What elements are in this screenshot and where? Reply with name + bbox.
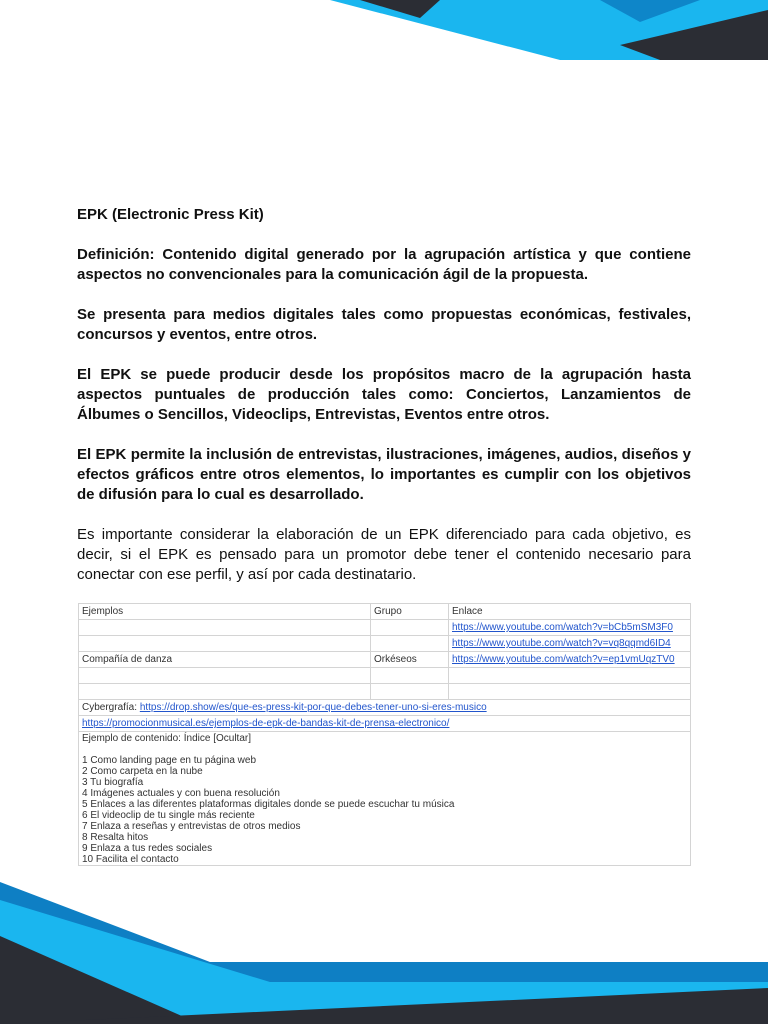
top-mid-blue-shape (600, 0, 700, 22)
content-example-cell (79, 732, 691, 866)
bottom-blue-shape (0, 882, 768, 1024)
important-paragraph: Es importante considerar la elaboración de un EPK diferenciado para cada objetivo, es decir, si el EPK es pensado para un promotor debe tener el contenido necesario para conectar con ese perfil, y así por cada destinatario. (77, 526, 691, 583)
cell-enlace (449, 620, 691, 636)
header-grupo: Grupo (371, 604, 449, 620)
empty-cell (449, 668, 691, 684)
cell-grupo: Orkéseos (371, 652, 449, 668)
list-item: 2 Como carpeta en la nube (82, 766, 203, 777)
bottom-right-dark-shape (0, 988, 768, 1024)
promocionmusical-link[interactable]: https://promocionmusical.es/ejemplos-de-epk-de-bandas-kit-de-prensa-electronico/ (82, 718, 450, 729)
empty-cell (371, 684, 449, 700)
table-row (79, 620, 691, 636)
list-item: 6 El videoclip de tu single más reciente (82, 810, 255, 821)
link-row (79, 716, 691, 732)
youtube-link[interactable]: https://www.youtube.com/watch?v=vq8qqmd6ID4 (452, 638, 671, 649)
cybergrafia-label: Cybergrafía: (82, 702, 138, 713)
empty-row (79, 684, 691, 700)
top-right-dark-shape (620, 10, 768, 60)
doc-heading: EPK (Electronic Press Kit) (77, 206, 264, 223)
list-item: 1 Como landing page en tu página web (82, 755, 257, 766)
definition-paragraph: Definición: Contenido digital generado por la agrupación artística y que contiene aspectos no convencionales para la comunicación ágil de la propuesta. (77, 246, 691, 283)
document-body (77, 205, 691, 585)
drop-show-link[interactable]: https://drop.show/es/que-es-press-kit-por-que-debes-tener-uno-si-eres-musico (139, 702, 487, 713)
link-cell (79, 716, 691, 732)
list-item: 5 Enlaces a las diferentes plataformas digitales donde se puede escuchar tu música (82, 799, 455, 810)
list-item: 7 Enlaza a reseñas y entrevistas de otros medios (82, 821, 301, 832)
cybergrafia-cell (79, 700, 691, 716)
bottom-left-dark-shape (0, 936, 200, 1024)
cell-ejemplo (79, 620, 371, 636)
list-item: 9 Enlaza a tus redes sociales (82, 843, 213, 854)
youtube-link[interactable]: https://www.youtube.com/watch?v=bCb5mSM3F0 (452, 622, 673, 633)
cell-ejemplo (79, 636, 371, 652)
content-title: Ejemplo de contenido: Índice [Ocultar] (82, 733, 251, 744)
list-item: 4 Imágenes actuales y con buena resolución (82, 788, 280, 799)
top-dark-shape (360, 0, 440, 18)
cell-grupo (371, 620, 449, 636)
cell-enlace (449, 652, 691, 668)
empty-cell (449, 684, 691, 700)
cell-enlace (449, 636, 691, 652)
content-example-row (79, 732, 691, 866)
list-item: 3 Tu biografía (82, 777, 144, 788)
media-paragraph: Se presenta para medios digitales tales como propuestas económicas, festivales, concursos y eventos, entre otros. (77, 306, 691, 343)
header-enlace: Enlace (449, 604, 691, 620)
inclusion-paragraph: El EPK permite la inclusión de entrevistas, ilustraciones, imágenes, audios, diseños y efectos gráficos entre otros elementos, lo importantes es cumplir con los objetivos de difusión para lo cual es desarrollado. (77, 446, 691, 503)
table-header-row (79, 604, 691, 620)
cell-grupo (371, 636, 449, 652)
top-corner-decoration (0, 0, 768, 60)
list-item: 10 Facilita el contacto (82, 854, 179, 865)
bottom-corner-decoration (0, 870, 768, 1024)
blank-line (82, 744, 687, 755)
cybergrafia-row (79, 700, 691, 716)
bottom-light-blue-shape (0, 900, 768, 1024)
spreadsheet-screenshot (78, 603, 691, 866)
table-row (79, 636, 691, 652)
list-item: 8 Resalta hitos (82, 832, 149, 843)
table-row (79, 652, 691, 668)
purposes-paragraph: El EPK se puede producir desde los propósitos macro de la agrupación hasta aspectos puntuales de producción tales como: Conciertos, Lanzamientos de Álbumes o Sencillos, Videoclips, Entrevistas, Eventos entre otros. (77, 366, 691, 423)
empty-cell (79, 684, 371, 700)
top-blue-shape (330, 0, 768, 60)
cell-ejemplo: Compañía de danza (79, 652, 371, 668)
youtube-link[interactable]: https://www.youtube.com/watch?v=ep1vmUqzTV0 (452, 654, 675, 665)
header-ejemplos: Ejemplos (79, 604, 371, 620)
empty-row (79, 668, 691, 684)
empty-cell (371, 668, 449, 684)
empty-cell (79, 668, 371, 684)
